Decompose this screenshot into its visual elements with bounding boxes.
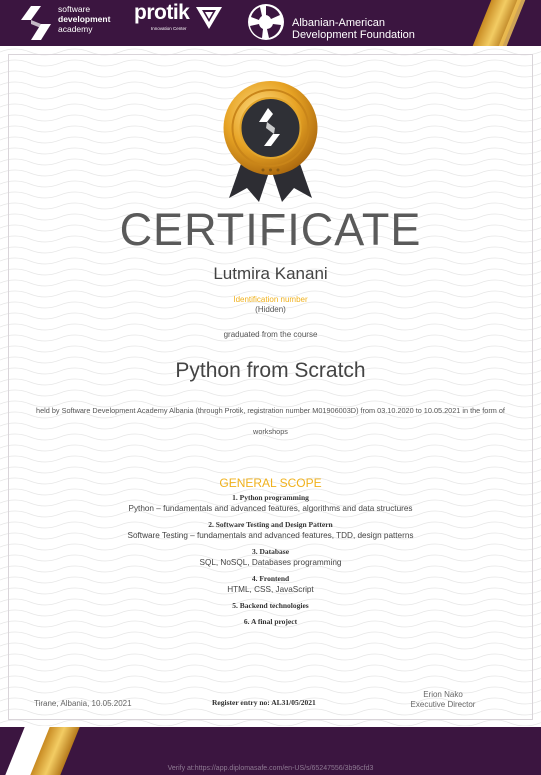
signer-name: Erion Nako <box>423 690 463 699</box>
recipient-name: Lutmira Kanani <box>213 264 328 283</box>
scope-item <box>0 547 541 568</box>
adf-line2: Development Foundation <box>292 29 415 41</box>
adf-line1: Albanian-American <box>292 17 385 29</box>
graduated-text: graduated from the course <box>223 330 318 339</box>
scope-item-title: 3. Database <box>251 547 290 556</box>
adf-wordmark <box>292 17 415 41</box>
scope-item-title: 6. A final project <box>243 617 298 626</box>
scope-item-desc: HTML, CSS, JavaScript <box>227 585 314 594</box>
scope-item-desc: SQL, NoSQL, Databases programming <box>199 558 342 567</box>
protik-triangle-icon <box>196 7 222 31</box>
scope-heading: GENERAL SCOPE <box>219 476 322 490</box>
scope-item-title: 2. Software Testing and Design Pattern <box>208 520 333 529</box>
scope-item <box>0 601 541 611</box>
scope-item <box>0 493 541 514</box>
register-entry: Register entry no: AL31/05/2021 <box>212 698 316 707</box>
scope-item-title: 4. Frontend <box>251 574 290 583</box>
id-value: (Hidden) <box>255 305 286 314</box>
sda-line3: academy <box>58 24 93 34</box>
scope-item-title: 5. Backend technologies <box>232 601 309 610</box>
adf-logo-icon <box>247 3 285 41</box>
scope-item-desc: Python – fundamentals and advanced features, algorithms and data structures <box>128 504 413 513</box>
scope-item-title: 1. Python programming <box>232 493 309 502</box>
scope-list <box>0 493 541 633</box>
sda-line1: software <box>58 4 91 14</box>
certificate-title: CERTIFICATE <box>119 204 422 255</box>
medal-icon <box>213 78 328 203</box>
signature-block <box>400 690 486 710</box>
held-text: held by Software Development Academy Albania (through Protik, registration number M01906003D) from 03.10.2020 to 10.05.2021 in the form of workshops <box>36 406 505 436</box>
scope-item <box>0 574 541 595</box>
course-title: Python from Scratch <box>175 359 366 382</box>
sda-line2: development <box>58 14 111 24</box>
id-label: Identification number <box>233 295 308 304</box>
protik-subtitle: Innovation Center <box>151 26 187 31</box>
protik-wordmark: protik <box>134 1 190 24</box>
place-date: Tirane, Albania, 10.05.2021 <box>34 699 132 708</box>
scope-item-desc: Software Testing – fundamentals and advanced features, TDD, design patterns <box>127 531 414 540</box>
signer-title: Executive Director <box>410 700 476 709</box>
sda-wordmark <box>58 4 110 34</box>
scope-item <box>0 520 541 541</box>
scope-item <box>0 617 541 627</box>
sda-logo-icon <box>17 4 55 42</box>
verify-link[interactable]: Verify at:https://app.diplomasafe.com/en-US/s/65247556/3b96cfd3 <box>167 765 374 772</box>
